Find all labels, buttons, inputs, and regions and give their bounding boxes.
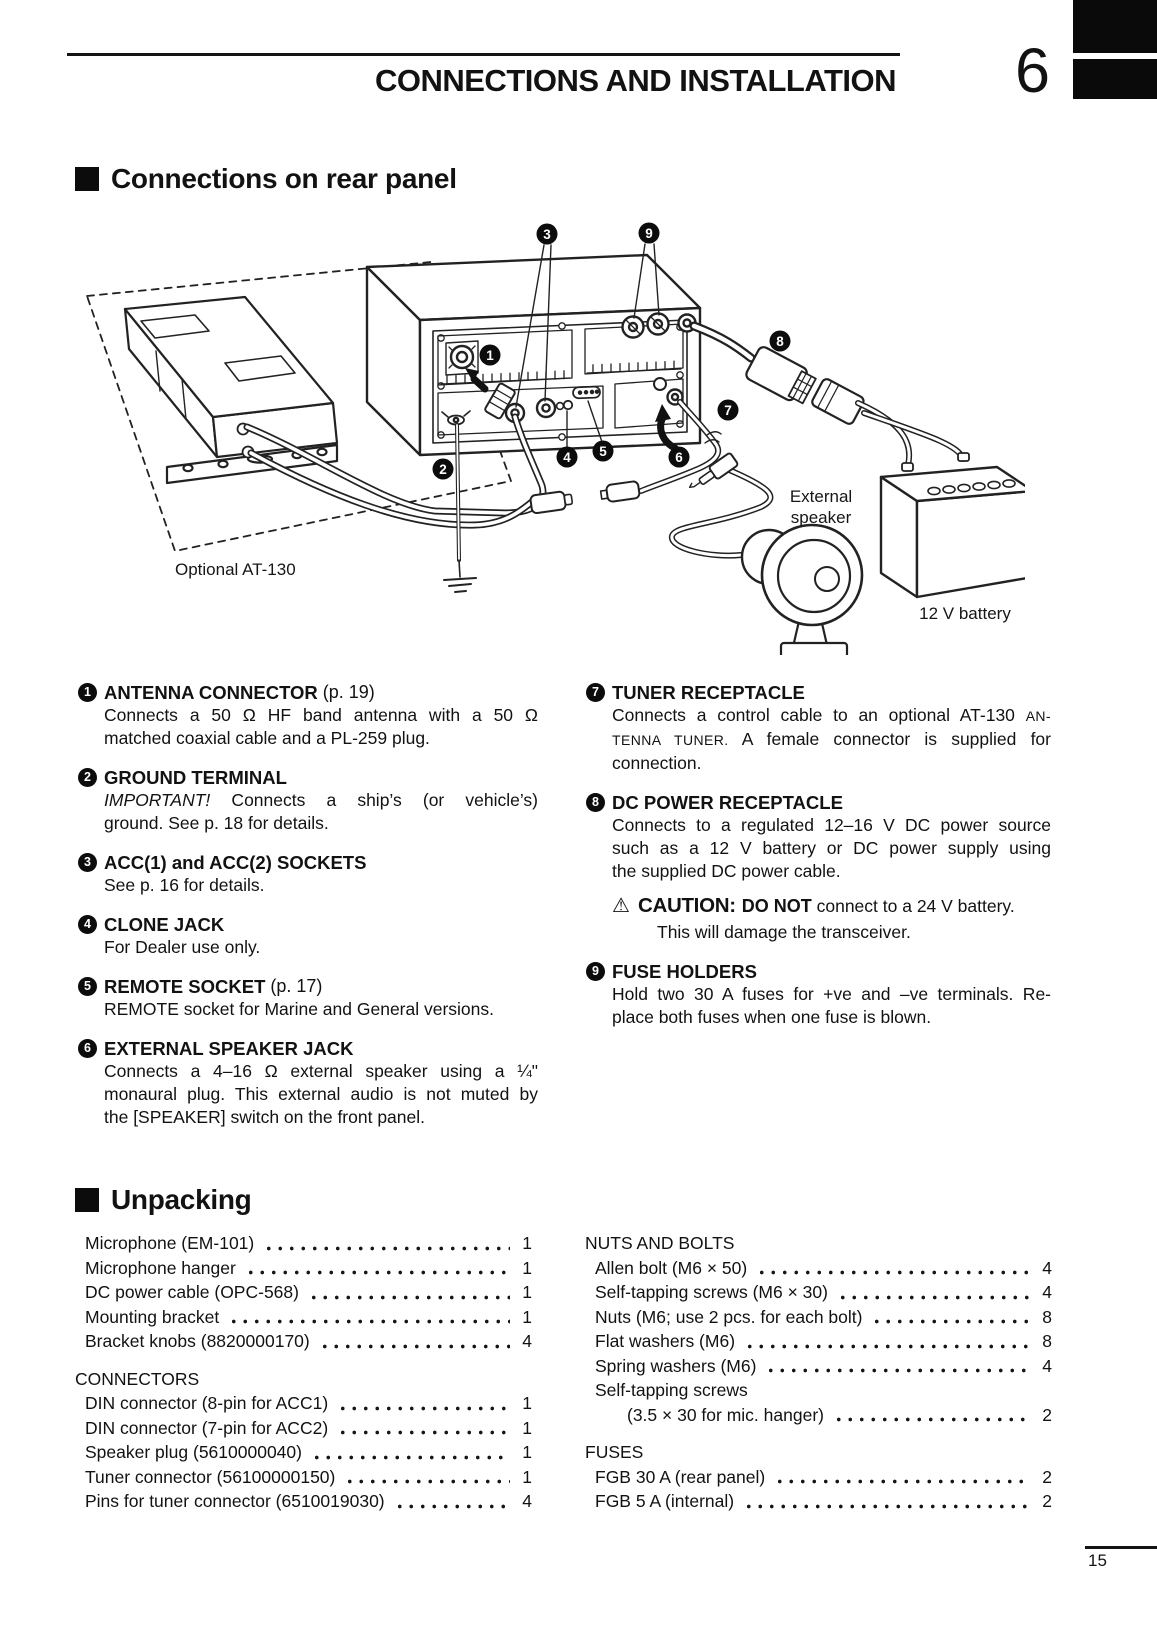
callout-number-icon: 1 [78,683,97,702]
callout-3 [537,224,558,245]
svg-text:4: 4 [563,449,571,465]
item-label: FGB 30 A (rear panel) [595,1466,766,1487]
desc-acc-sockets: 3 ACC(1) and ACC(2) SOCKETS See p. 16 for details. [78,851,538,897]
battery-cable [811,377,963,465]
item-count: 1 [522,1417,532,1438]
dot-leader [319,1344,510,1349]
item-count: 1 [522,1442,532,1462]
list-item [75,1231,532,1256]
caution-line: This will damage the transceiver. [657,922,911,942]
unpacking-group-header: FUSES [585,1442,644,1462]
item-count: 2 [1042,1491,1052,1511]
callout-1 [480,345,501,366]
unpacking-group-header: NUTS AND BOLTS [585,1233,735,1253]
svg-text:6: 6 [675,449,683,465]
item-count: 4 [1042,1355,1052,1376]
external-speaker [672,449,862,655]
item-label: Nuts (M6; use 2 pcs. for each bolt) [595,1306,863,1327]
transceiver [367,255,700,455]
list-item [75,1489,532,1514]
item-label: Self-tapping screws (M6 × 30) [595,1282,828,1302]
callout-5 [593,441,614,462]
body-line: such as a 12 V battery or DC power supply using [612,838,1051,858]
page-title: CONNECTIONS AND INSTALLATION [374,63,896,98]
list-item [585,1329,1052,1354]
item-label: Microphone (EM-101) [85,1233,255,1253]
item-label: DC power cable (OPC-568) [85,1282,299,1302]
dot-leader [744,1344,1030,1349]
remote-socket [573,387,600,399]
item-count: 8 [1042,1331,1052,1351]
caution-note [612,893,1051,944]
item-label: Tuner connector (56100000150) [85,1466,336,1487]
section-heading-rear-panel: Connections on rear panel [75,163,457,195]
dot-leader [756,1270,1030,1275]
desc-clone-jack: 4 CLONE JACK For Dealer use only. [78,913,538,959]
callout-number-icon: 2 [78,768,97,787]
dot-leader [311,1455,510,1460]
body-line: TENNA TUNER. A female connector is supplied for [612,729,1051,749]
dot-leader [308,1295,510,1300]
body-line: See p. 16 for details. [104,875,265,895]
svg-text:7: 7 [724,402,732,418]
section-heading-unpacking: Unpacking [75,1184,251,1216]
body-line: Connects a control cable to an optional AT-130 AN- [612,705,1051,725]
caution-line: ⚠ CAUTION: DO NOT connect to a 24 V battery. [612,894,1015,917]
item-count: 4 [1042,1257,1052,1278]
list-item [585,1354,1052,1379]
warning-icon: ⚠ [612,895,630,917]
callout-number-icon: 7 [586,683,605,702]
list-item [585,1280,1052,1305]
item-label: Bracket knobs (8820000170) [85,1331,310,1351]
battery [881,453,1025,597]
dot-leader [245,1270,510,1275]
section-square-icon [75,167,99,191]
dot-leader [871,1319,1030,1324]
body-line: REMOTE socket for Marine and General versions. [104,999,495,1019]
callout-4 [557,447,578,468]
body-line: IMPORTANT! Connects a ship’s (or vehicle’s) [104,790,538,810]
item-label: Speaker plug (5610000040) [85,1442,302,1462]
item-label: FGB 5 A (internal) [595,1491,735,1511]
item-count: 1 [522,1466,532,1487]
list-item [75,1391,532,1416]
unpacking-group-header: CONNECTORS [75,1368,200,1389]
item-count: 2 [1042,1466,1052,1487]
body-line: Connects to a regulated 12–16 V DC power source [612,815,1051,835]
earth-ground-symbol [444,578,476,592]
desc-ground-terminal: 2 GROUND TERMINAL IMPORTANT! Connects a ship’s (or vehicle’s) ground. See p. 18 for details. [78,766,538,835]
section-square-icon [75,1188,99,1212]
item-label: Self-tapping screws [595,1380,748,1400]
list-item [585,1305,1052,1330]
desc-dc-power-receptacle: 8 DC POWER RECEPTACLE Connects to a regulated 12–16 V DC power source such as a 12 V battery or DC power supply using the supplied DC power cable. ⚠ CAUTION: DO NOT connect to a 24 V battery. This will damage the transceiver. [586,791,1051,944]
unpacking-column-right [585,1231,1052,1514]
item-label: Pins for tuner connector (6510019030) [85,1491,385,1511]
list-item [75,1329,532,1354]
item-label: Spring washers (M6) [595,1355,757,1376]
callout-number-icon: 9 [586,962,605,981]
dot-leader [743,1504,1030,1509]
list-item [585,1256,1052,1281]
clone-jack [564,401,572,409]
callout-number-icon: 6 [78,1039,97,1058]
body-line: Hold two 30 A fuses for +ve and –ve terminals. Re- [612,984,1051,1004]
list-item [75,1465,532,1490]
dot-leader [774,1479,1030,1484]
desc-remote-socket: 5 REMOTE SOCKET (p. 17) REMOTE socket for Marine and General versions. [78,975,538,1021]
footer-rule [1085,1546,1157,1549]
dot-leader [228,1319,510,1324]
body-line: ground. See p. 18 for details. [104,813,329,833]
speaker-jack-hole [654,378,666,390]
dot-leader [837,1295,1030,1300]
body-line: Connects a 4–16 Ω external speaker using a ¼" [104,1061,538,1081]
callout-number-icon: 4 [78,915,97,934]
list-item [585,1403,1052,1428]
svg-text:3: 3 [543,226,551,242]
item-count: 8 [1042,1306,1052,1327]
item-label: Mounting bracket [85,1306,220,1327]
body-line: For Dealer use only. [104,937,261,957]
callout-number-icon: 5 [78,977,97,996]
item-count: 4 [522,1331,532,1351]
list-item [75,1416,532,1441]
dot-leader [833,1417,1030,1422]
callout-6 [669,447,690,468]
label-optional-at130: Optional AT-130 [175,560,296,579]
label-external-speaker-line2: speaker [790,508,852,527]
item-count: 4 [522,1491,532,1511]
svg-text:5: 5 [599,443,607,459]
body-line: the supplied DC power cable. [612,861,841,881]
list-item [585,1465,1052,1490]
page-number: 15 [1088,1551,1107,1570]
item-label: DIN connector (8-pin for ACC1) [85,1393,329,1413]
corner-tab-lower [1073,59,1157,99]
body-line: place both fuses when one fuse is blown. [612,1007,932,1027]
callout-7 [718,400,739,421]
corner-tab-upper [1073,0,1157,53]
unpacking-column-left [75,1231,532,1514]
callout-9 [639,223,660,244]
body-line: monaural plug. This external audio is not muted by [104,1084,538,1104]
list-item [585,1489,1052,1514]
list-item [75,1256,532,1281]
svg-text:9: 9 [645,225,653,241]
body-line: connection. [612,753,702,773]
label-12v-battery: 12 V battery [919,604,1011,623]
chapter-number: 6 [1014,36,1050,106]
desc-fuse-holders: 9 FUSE HOLDERS Hold two 30 A fuses for +ve and –ve terminals. Re- place both fuses when one fuse is blown. [586,960,1051,1029]
body-line: matched coaxial cable and a PL-259 plug. [104,728,430,748]
rear-panel-diagram [75,205,1025,655]
item-count: 1 [522,1393,532,1413]
item-count: 2 [1042,1404,1052,1425]
item-count: 1 [522,1282,532,1302]
list-item [75,1440,532,1465]
item-label: Microphone hanger [85,1257,236,1278]
item-count: 1 [522,1257,532,1278]
desc-antenna-connector: 1 ANTENNA CONNECTOR (p. 19) Connects a 50 Ω HF band antenna with a 50 Ω matched coaxial cable and a PL-259 plug. [78,681,538,750]
item-label: Allen bolt (M6 × 50) [595,1257,748,1278]
svg-text:1: 1 [486,347,494,363]
body-line: Connects a 50 Ω HF band antenna with a 50 Ω [104,705,538,725]
body-line: the [SPEAKER] switch on the front panel. [104,1107,426,1127]
dot-leader [337,1406,510,1411]
list-item [75,1280,532,1305]
item-count: 4 [1042,1282,1052,1302]
item-label: Flat washers (M6) [595,1331,736,1351]
dot-leader [344,1479,510,1484]
description-column-right [586,681,1051,1045]
desc-tuner-receptacle: 7 TUNER RECEPTACLE Connects a control cable to an optional AT-130 AN- TENNA TUNER. A female connector is supplied for connection. [586,681,1051,775]
dot-leader [765,1368,1030,1373]
dot-leader [337,1430,510,1435]
item-count: 1 [522,1306,532,1327]
desc-external-speaker-jack: 6 EXTERNAL SPEAKER JACK Connects a 4–16 Ω external speaker using a ¼" monaural plug. This external audio is not muted by the [SPEAKER] switch on the front panel. [78,1037,538,1129]
callout-8 [770,331,791,352]
callout-number-icon: 3 [78,853,97,872]
description-column-left [78,681,538,1145]
dot-leader [394,1504,510,1509]
list-item [585,1378,1052,1403]
header-rule [67,53,900,56]
label-external-speaker-line1: External [789,487,853,506]
callout-2 [433,459,454,480]
item-count: 1 [522,1233,532,1253]
item-label: DIN connector (7-pin for ACC2) [85,1417,329,1438]
dot-leader [263,1246,510,1251]
callout-number-icon: 8 [586,793,605,812]
item-label: (3.5 × 30 for mic. hanger) [627,1404,824,1425]
svg-text:8: 8 [776,333,784,349]
list-item [75,1305,532,1330]
svg-text:2: 2 [439,461,447,477]
dc-power-cable [694,326,818,407]
